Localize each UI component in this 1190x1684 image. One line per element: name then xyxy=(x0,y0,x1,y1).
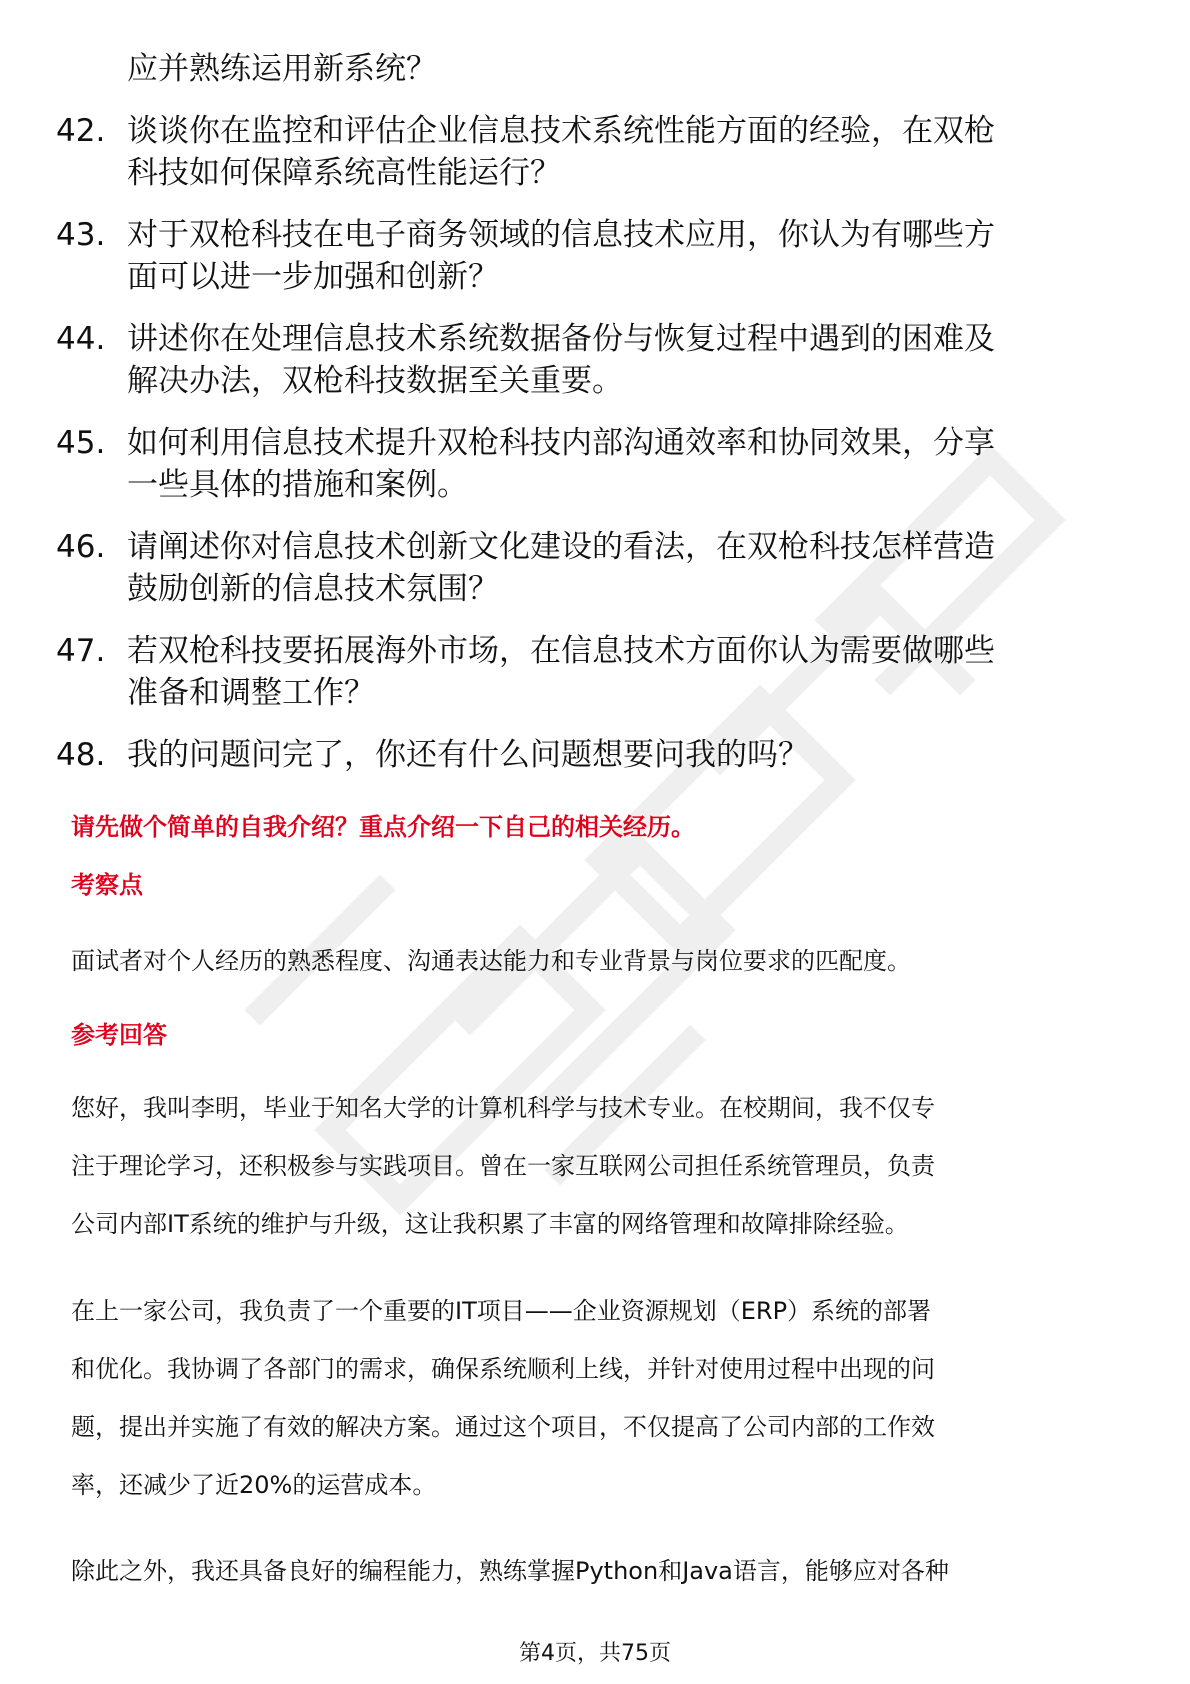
answer-question-heading: 请先做个简单的自我介绍？重点介绍一下自己的相关经历。 xyxy=(71,813,695,841)
question-number: 46. xyxy=(56,529,106,565)
question-text-line: 如何利用信息技术提升双枪科技内部沟通效率和协同效果，分享 xyxy=(127,425,995,461)
answer-paragraph-2 xyxy=(71,1282,1131,1514)
answer-paragraph-1 xyxy=(71,1079,1131,1253)
question-item-44 xyxy=(56,318,1136,402)
question-item-43 xyxy=(56,214,1136,298)
paragraph-line: 公司内部IT系统的维护与升级，这让我积累了丰富的网络管理和故障排除经验。 xyxy=(71,1210,909,1238)
question-text-line: 科技如何保障系统高性能运行？ xyxy=(127,155,561,191)
answer-paragraph-3 xyxy=(71,1542,1131,1600)
question-text-line: 若双枪科技要拓展海外市场，在信息技术方面你认为需要做哪些 xyxy=(127,633,995,669)
question-number: 47. xyxy=(56,633,106,669)
question-number: 42. xyxy=(56,113,106,149)
question-number: 43. xyxy=(56,217,106,253)
question-item-47 xyxy=(56,630,1136,714)
question-text-line: 解决办法，双枪科技数据至关重要。 xyxy=(127,363,623,399)
question-text-line: 谈谈你在监控和评估企业信息技术系统性能方面的经验，在双枪 xyxy=(127,113,995,149)
question-item-42 xyxy=(56,110,1136,194)
focus-text: 面试者对个人经历的熟悉程度、沟通表达能力和专业背景与岗位要求的匹配度。 xyxy=(71,947,911,975)
question-text-line: 讲述你在处理信息技术系统数据备份与恢复过程中遇到的困难及 xyxy=(127,321,995,357)
reference-heading: 参考回答 xyxy=(71,1021,167,1049)
paragraph-line: 和优化。我协调了各部门的需求，确保系统顺利上线，并针对使用过程中出现的问 xyxy=(71,1355,935,1383)
paragraph-line: 题，提出并实施了有效的解决方案。通过这个项目，不仅提高了公司内部的工作效 xyxy=(71,1413,935,1441)
question-text-line: 鼓励创新的信息技术氛围？ xyxy=(127,571,499,607)
question-text-line: 对于双枪科技在电子商务领域的信息技术应用，你认为有哪些方 xyxy=(127,217,995,253)
question-text-line: 面可以进一步加强和创新？ xyxy=(127,259,499,295)
question-number: 44. xyxy=(56,321,106,357)
question-list xyxy=(56,110,1136,796)
question-number: 48. xyxy=(56,737,106,773)
page-number: 第4页，共75页 xyxy=(519,1641,671,1666)
question-item-48 xyxy=(56,734,1136,776)
focus-heading: 考察点 xyxy=(71,871,143,899)
question-text-line: 准备和调整工作？ xyxy=(127,675,375,711)
question-item-46 xyxy=(56,526,1136,610)
question-item-45 xyxy=(56,422,1136,506)
paragraph-line: 您好，我叫李明，毕业于知名大学的计算机科学与技术专业。在校期间，我不仅专 xyxy=(71,1094,935,1122)
paragraph-line: 注于理论学习，还积极参与实践项目。曾在一家互联网公司担任系统管理员，负责 xyxy=(71,1152,935,1180)
question-number: 45. xyxy=(56,425,106,461)
paragraph-line: 率，还减少了近20%的运营成本。 xyxy=(71,1471,437,1499)
paragraph-line: 在上一家公司，我负责了一个重要的IT项目——企业资源规划（ERP）系统的部署 xyxy=(71,1297,932,1325)
paragraph-line: 除此之外，我还具备良好的编程能力，熟练掌握Python和Java语言，能够应对各种 xyxy=(71,1557,949,1585)
question-text-line: 请阐述你对信息技术创新文化建设的看法，在双枪科技怎样营造 xyxy=(127,529,995,565)
question-continuation: 应并熟练运用新系统？ xyxy=(127,51,437,87)
question-text-line: 一些具体的措施和案例。 xyxy=(127,467,468,503)
question-text-line: 我的问题问完了，你还有什么问题想要问我的吗？ xyxy=(127,737,809,773)
